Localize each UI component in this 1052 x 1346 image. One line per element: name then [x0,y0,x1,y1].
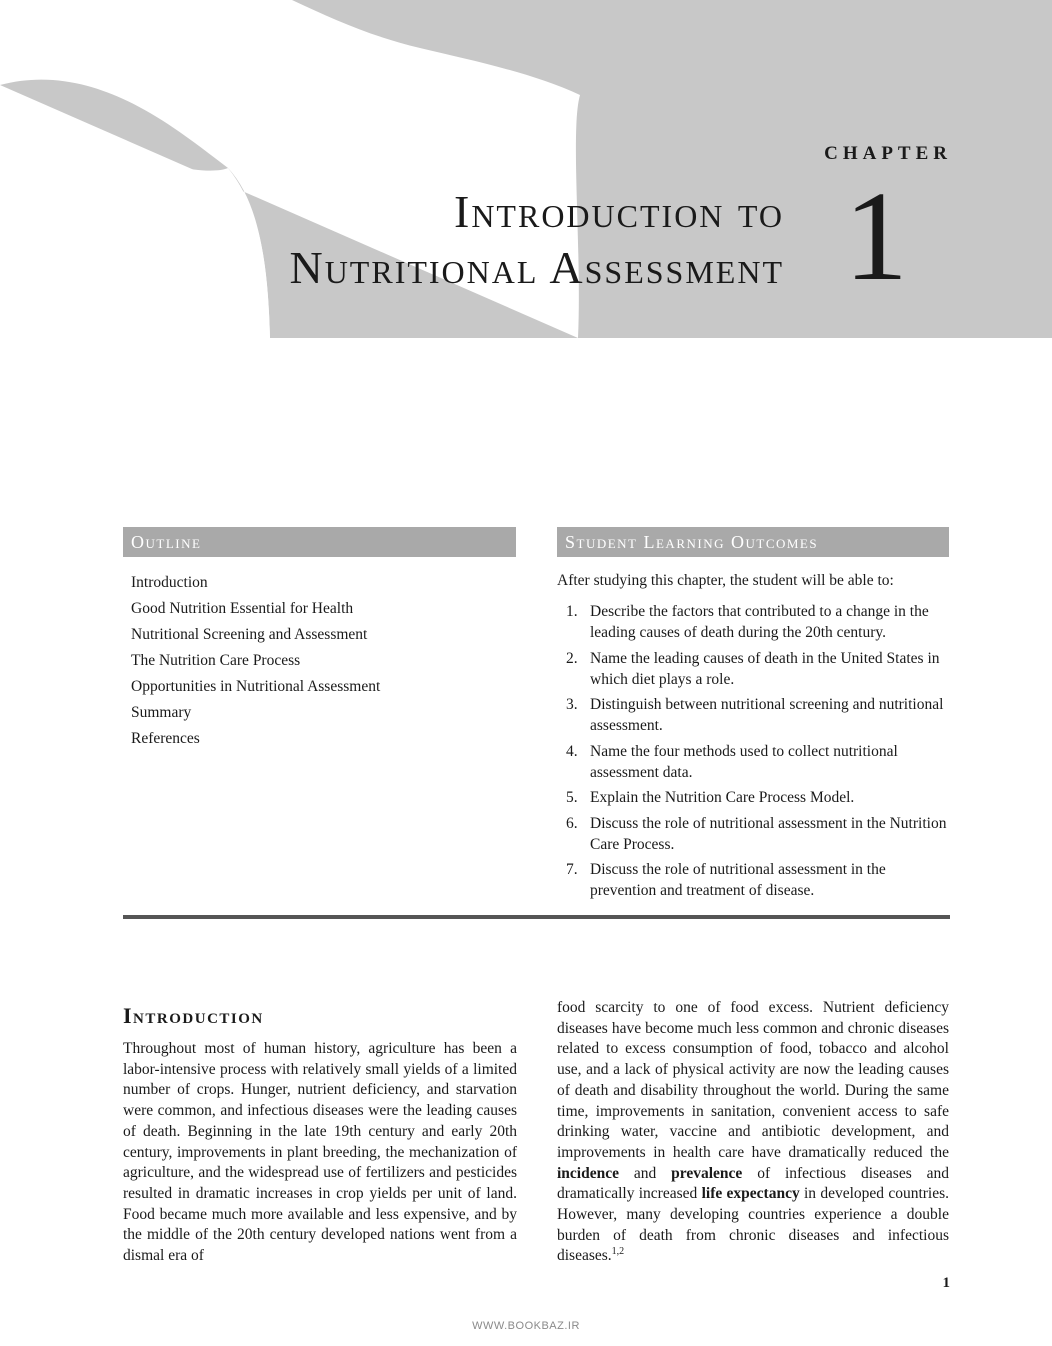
body-text: of infectious diseases and dramatically increased [557,1164,950,1203]
outline-item: Good Nutrition Essential for Health [131,600,354,617]
learning-outcome-item [566,741,952,783]
learning-outcome-item [566,601,952,643]
learning-outcome-item [566,694,952,736]
learning-outcomes-list [566,601,952,906]
outline-item: References [131,730,200,747]
key-term-life-expectancy: life expectancy [701,1185,800,1203]
key-term-prevalence: prevalence [671,1164,743,1182]
body-text: and [633,1164,657,1182]
outline-item: Opportunities in Nutritional Assessment [131,678,381,695]
outline-item: Summary [131,704,192,721]
outcome-text: Discuss the role of nutritional assessment in the Nutrition Care Process. [590,814,947,853]
outline-item: Nutritional Screening and Assessment [131,626,368,643]
introduction-paragraph-left: Throughout most of human history, agriculture has been a labor-intensive process with relatively small yields of a limited number of crops. Hunger, nutrient deficiency, and starvation were common, and infectious diseases were the leading causes of death. Beginning in the late 19th century and early 20th century, improvements in plant breeding, the mechanization of agriculture, and the widespread use of fertilizers and pesticides resulted in dramatic increases in crop yields per unit of land. Food became much more available and less expensive, and by the middle of the 20th century developed nations went from a dismal era of [123,1040,517,1265]
outcome-text: Explain the Nutrition Care Process Model. [590,789,855,806]
outcome-text: Distinguish between nutritional screening and nutritional assessment. [590,696,944,734]
introduction-heading: Introduction [123,1003,264,1028]
outcome-text: Discuss the role of nutritional assessment in the prevention and treatment of disease. [590,861,886,899]
introduction-paragraph-right [557,998,949,1267]
key-term-incidence: incidence [557,1164,619,1182]
section-divider [123,915,950,919]
chapter-number: 1 [844,165,908,307]
learning-outcome-item [566,787,952,808]
chapter-title [84,184,784,296]
outcome-text: Describe the factors that contributed to a change in the leading causes of death during the 20th century. [590,603,929,641]
learning-outcome-item [566,648,952,690]
outcome-number: 7. [566,861,578,878]
outcome-number: 1. [566,603,578,620]
chapter-label: CHAPTER [824,143,952,164]
outcome-number: 4. [566,742,578,760]
outcome-number: 3. [566,696,578,713]
body-text: in developed countries. However, many developing countries experience a double burden of death from chronic diseases and infectious diseases. [557,1185,950,1265]
outcome-number: 5. [566,789,578,806]
outcome-number: 6. [566,814,578,832]
chapter-title-line-1: Introduction to [454,186,784,237]
outline-item: The Nutrition Care Process [131,652,301,669]
learning-outcomes-heading: Student Learning Outcomes [557,527,949,557]
outline-item: Introduction [131,574,208,591]
outline-list [131,570,511,752]
learning-outcome-item [566,813,952,855]
learning-outcomes-intro: After studying this chapter, the student will be able to: [557,572,894,589]
page-number: 1 [942,1275,950,1291]
chapter-title-line-2: Nutritional Assessment [289,242,784,293]
watermark: WWW.BOOKBAZ.IR [472,1320,580,1332]
citation-reference: 1,2 [611,1246,625,1258]
outline-heading: Outline [123,527,516,557]
outcome-text: Name the leading causes of death in the United States in which diet plays a role. [590,649,940,688]
body-text: food scarcity to one of food excess. Nutrient deficiency diseases have become much less common and chronic diseases related to excess consumption of food, tobacco and alcohol use, and a lack of physical activity are now the leading causes of death and disability throughout the world. During the same time, improvements in sanitation, convenient access to safe drinking water, vaccine and antibiotic development, and improvements in health care have dramatically reduced the [557,999,949,1161]
learning-outcome-item [566,859,952,901]
outcome-number: 2. [566,649,578,667]
outcome-text: Name the four methods used to collect nutritional assessment data. [590,742,898,781]
